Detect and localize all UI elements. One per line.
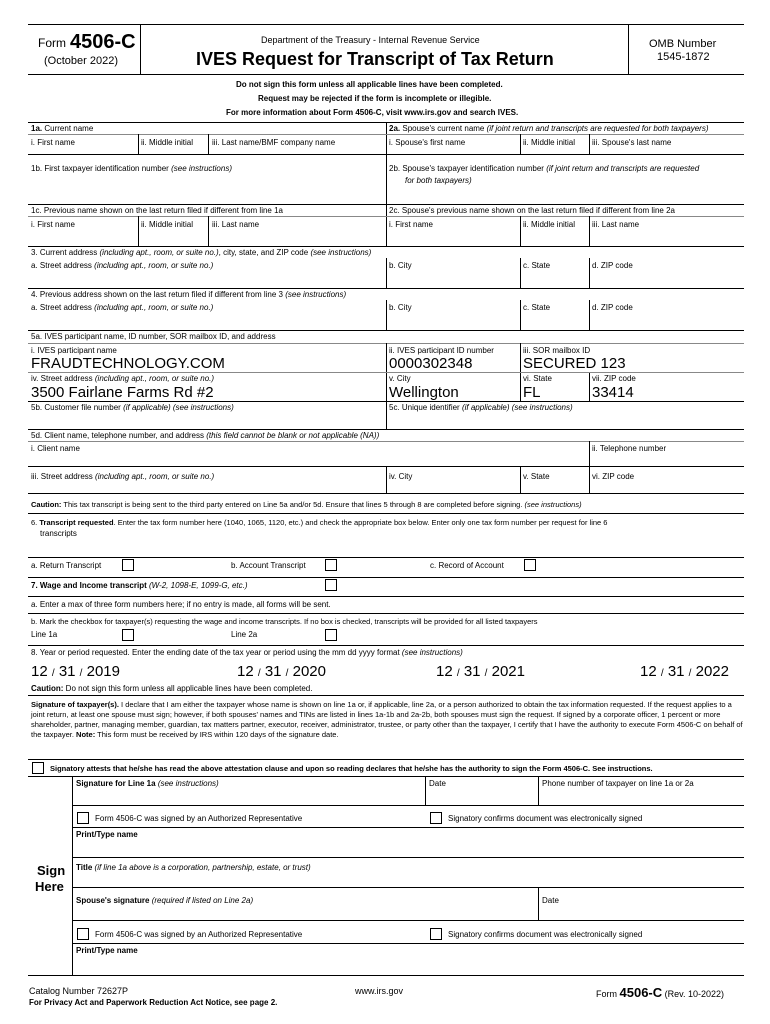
- electronic-sign-checkbox[interactable]: [430, 812, 442, 824]
- signature-line-1a[interactable]: Signature for Line 1a (see instructions): [76, 779, 219, 788]
- line-2a-first-name[interactable]: i. Spouse's first name: [389, 138, 466, 147]
- form-date: (October 2022): [44, 55, 118, 67]
- line-3-street[interactable]: a. Street address (including apt., room, or suite no.): [31, 261, 214, 270]
- footer-form-id: Form 4506-C (Rev. 10-2022): [596, 985, 725, 1000]
- line-6-label-cont: transcripts: [40, 529, 77, 538]
- line-6-label: 6. Transcript requested. Enter the tax form number here (1040, 1065, 1120, etc.) and check the appropriate box below. Enter only one tax form number per request for line 6: [31, 518, 608, 527]
- line-7b-line1a-label: Line 1a: [31, 630, 58, 639]
- line-7a-text: a. Enter a max of three form numbers here; if no entry is made, all forms will be sent.: [31, 600, 331, 609]
- sign-here-line1: Sign: [37, 863, 66, 878]
- line-7b-text: b. Mark the checkbox for taxpayer(s) requesting the wage and income transcripts. If no box is checked, transcripts will be provided for all listed taxpayers: [31, 617, 538, 626]
- ives-id-label: ii. IVES participant ID number: [389, 346, 494, 355]
- period-3[interactable]: 12 / 31 / 2021: [436, 663, 525, 680]
- line-3-zip[interactable]: d. ZIP code: [592, 261, 633, 270]
- line-5a-label: 5a. IVES participant name, ID number, SOR mailbox ID, and address: [31, 332, 276, 341]
- irs-website: www.irs.gov: [355, 986, 404, 996]
- line-1a-wage-checkbox[interactable]: [122, 629, 134, 641]
- ives-state-value[interactable]: FL: [523, 384, 541, 401]
- signature-declaration: Signature of taxpayer(s). I declare that I am either the taxpayer whose name is shown on line 1a or, if applicable, line 2a, or a person authorized to obtain the tax information requested. If the request applies to a joint return, at least one spouse must sign; however, if both spouses' names and TINs are listed in lines 1a-1b and 2a-2b, both spouses must sign the request. If signed by a corporate officer, 1 percent or more shareholder, partner, managing member, guardian, tax matters partner, executor, receiver, administrator, trustee, or party other than the taxpayer, I certify that I have the authority to execute Form 4506-C on behalf of the taxpayer. Note: This form must be received by IRS within 120 days of the signature date.: [31, 700, 743, 739]
- spouse-signature-field[interactable]: Spouse's signature (required if listed on Line 2a): [76, 896, 254, 905]
- privacy-notice: For Privacy Act and Paperwork Reduction Act Notice, see page 2.: [29, 998, 278, 1007]
- line-2a-last-name[interactable]: iii. Spouse's last name: [592, 138, 672, 147]
- line-5c-unique-id[interactable]: 5c. Unique identifier (if applicable) (see instructions): [389, 403, 573, 412]
- sor-mailbox-value[interactable]: SECURED 123: [523, 355, 626, 372]
- signature-phone[interactable]: Phone number of taxpayer on line 1a or 2a: [542, 779, 694, 788]
- line-2c-label: 2c. Spouse's previous name shown on the last return filed if different from line 2a: [389, 206, 675, 215]
- line-7b-line2a-label: Line 2a: [231, 630, 258, 639]
- line-4-state[interactable]: c. State: [523, 303, 551, 312]
- line-1c-middle-initial[interactable]: ii. Middle initial: [141, 220, 194, 229]
- form-word: Form: [38, 36, 66, 50]
- line-5d-label: 5d. Client name, telephone number, and address (this field cannot be blank or not applicable (NA)): [31, 431, 380, 440]
- omb-label: OMB Number: [649, 38, 717, 50]
- line-2a-wage-checkbox[interactable]: [325, 629, 337, 641]
- wage-income-checkbox[interactable]: [325, 579, 337, 591]
- period-4[interactable]: 12 / 31 / 2022: [640, 663, 729, 680]
- line-4-street[interactable]: a. Street address (including apt., room, or suite no.): [31, 303, 214, 312]
- line-8-label: 8. Year or period requested. Enter the ending date of the tax year or period using the mm dd yyyy format (see instructions): [31, 648, 463, 657]
- return-transcript-label: a. Return Transcript: [31, 561, 102, 570]
- line-1a-label: 1a. Current name: [31, 124, 94, 133]
- attest-statement: Signatory attests that he/she has read the above attestation clause and upon so reading declares that he/she has the authority to sign the Form 4506-C. See instructions.: [50, 764, 653, 773]
- line-1c-first-name[interactable]: i. First name: [31, 220, 76, 229]
- line-2b-note: for both taxpayers): [405, 176, 472, 185]
- ives-zip-label: vii. ZIP code: [592, 374, 636, 383]
- line-1a-middle-initial[interactable]: ii. Middle initial: [141, 138, 194, 147]
- line-2b-spouse-tin[interactable]: 2b. Spouse's taxpayer identification number (if joint return and transcripts are requested: [389, 164, 700, 173]
- line-7-label: 7. Wage and Income transcript (W-2, 1098-E, 1099-G, etc.): [31, 581, 248, 590]
- ives-street-label: iv. Street address (including apt., room, or suite no.): [31, 374, 215, 383]
- line-5b-customer-file[interactable]: 5b. Customer file number (if applicable) (see instructions): [31, 403, 234, 412]
- ives-street-value[interactable]: 3500 Fairlane Farms Rd #2: [31, 384, 214, 401]
- ives-city-label: v. City: [389, 374, 411, 383]
- sor-mailbox-label: iii. SOR mailbox ID: [523, 346, 591, 355]
- line-1b-tin[interactable]: 1b. First taxpayer identification number (see instructions): [31, 164, 232, 173]
- omb-number: 1545-1872: [657, 51, 710, 63]
- electronic-sign-label: Signatory confirms document was electronically signed: [448, 814, 643, 823]
- line-3-label: 3. Current address (including apt., room, or suite no.), city, state, and ZIP code (see instructions): [31, 248, 372, 257]
- caution-third-party: Caution: This tax transcript is being sent to the third party entered on Line 5a and/or 5d. Ensure that lines 5 through 8 are completed before signing. (see instructions): [31, 500, 582, 509]
- caution-do-not-sign: Caution: Do not sign this form unless all applicable lines have been completed.: [31, 684, 313, 693]
- record-of-account-label: c. Record of Account: [430, 561, 504, 570]
- title-field[interactable]: Title (if line 1a above is a corporation, partnership, estate, or trust): [76, 863, 311, 872]
- ives-name-label: i. IVES participant name: [31, 346, 117, 355]
- line-1a-first-name[interactable]: i. First name: [31, 138, 76, 147]
- notice-rejection: Request may be rejected if the form is incomplete or illegible.: [258, 94, 492, 103]
- auth-rep-checkbox-2[interactable]: [77, 928, 89, 940]
- line-2c-first-name[interactable]: i. First name: [389, 220, 434, 229]
- period-2[interactable]: 12 / 31 / 2020: [237, 663, 326, 680]
- line-5d-client-name[interactable]: i. Client name: [31, 444, 80, 453]
- auth-rep-checkbox[interactable]: [77, 812, 89, 824]
- line-3-city[interactable]: b. City: [389, 261, 412, 270]
- auth-rep-label: Form 4506-C was signed by an Authorized Representative: [95, 814, 303, 823]
- ives-city-value[interactable]: Wellington: [389, 384, 459, 401]
- notice-do-not-sign: Do not sign this form unless all applicable lines have been completed.: [236, 80, 503, 89]
- line-2c-last-name[interactable]: iii. Last name: [592, 220, 640, 229]
- electronic-sign-checkbox-2[interactable]: [430, 928, 442, 940]
- account-transcript-checkbox[interactable]: [325, 559, 337, 571]
- line-5d-city[interactable]: iv. City: [389, 472, 413, 481]
- ives-state-label: vi. State: [523, 374, 552, 383]
- auth-rep-label-2: Form 4506-C was signed by an Authorized Representative: [95, 930, 303, 939]
- sign-here-line2: Here: [35, 879, 64, 894]
- line-2a-middle-initial[interactable]: ii. Middle initial: [523, 138, 576, 147]
- line-4-city[interactable]: b. City: [389, 303, 412, 312]
- line-1c-label: 1c. Previous name shown on the last return filed if different from line 1a: [31, 206, 283, 215]
- print-name-field[interactable]: Print/Type name: [76, 830, 138, 839]
- ives-id-value[interactable]: 0000302348: [389, 355, 473, 372]
- catalog-number: Catalog Number 72627P: [29, 986, 129, 996]
- line-5d-telephone[interactable]: ii. Telephone number: [592, 444, 667, 453]
- line-4-label: 4. Previous address shown on the last return filed if different from line 3 (see instructions): [31, 290, 347, 299]
- line-5d-zip[interactable]: vi. ZIP code: [592, 472, 635, 481]
- electronic-sign-label-2: Signatory confirms document was electronically signed: [448, 930, 643, 939]
- department-name: Department of the Treasury - Internal Revenue Service: [261, 35, 480, 45]
- line-2a-label: 2a. Spouse's current name (if joint return and transcripts are requested for both taxpayers): [389, 124, 709, 133]
- spouse-signature-date[interactable]: Date: [542, 896, 559, 905]
- line-4-zip[interactable]: d. ZIP code: [592, 303, 633, 312]
- line-2c-middle-initial[interactable]: ii. Middle initial: [523, 220, 576, 229]
- return-transcript-checkbox[interactable]: [122, 559, 134, 571]
- line-1c-last-name[interactable]: iii. Last name: [212, 220, 260, 229]
- print-name-field-2[interactable]: Print/Type name: [76, 946, 138, 955]
- ives-zip-value[interactable]: 33414: [592, 384, 634, 401]
- ives-name-value[interactable]: FRAUDTECHNOLOGY.COM: [31, 355, 225, 372]
- signature-date[interactable]: Date: [429, 779, 446, 788]
- account-transcript-label: b. Account Transcript: [231, 561, 306, 570]
- line-5d-street[interactable]: iii. Street address (including apt., room, or suite no.): [31, 472, 215, 481]
- record-of-account-checkbox[interactable]: [524, 559, 536, 571]
- line-1a-last-name[interactable]: iii. Last name/BMF company name: [212, 138, 336, 147]
- attest-checkbox[interactable]: [32, 762, 44, 774]
- period-1[interactable]: 12 / 31 / 2019: [31, 663, 120, 680]
- line-3-state[interactable]: c. State: [523, 261, 551, 270]
- form-number: 4506-C: [70, 31, 136, 53]
- form-title: IVES Request for Transcript of Tax Return: [196, 49, 554, 69]
- line-5d-state[interactable]: v. State: [523, 472, 550, 481]
- notice-more-info: For more information about Form 4506-C, visit www.irs.gov and search IVES.: [226, 108, 519, 117]
